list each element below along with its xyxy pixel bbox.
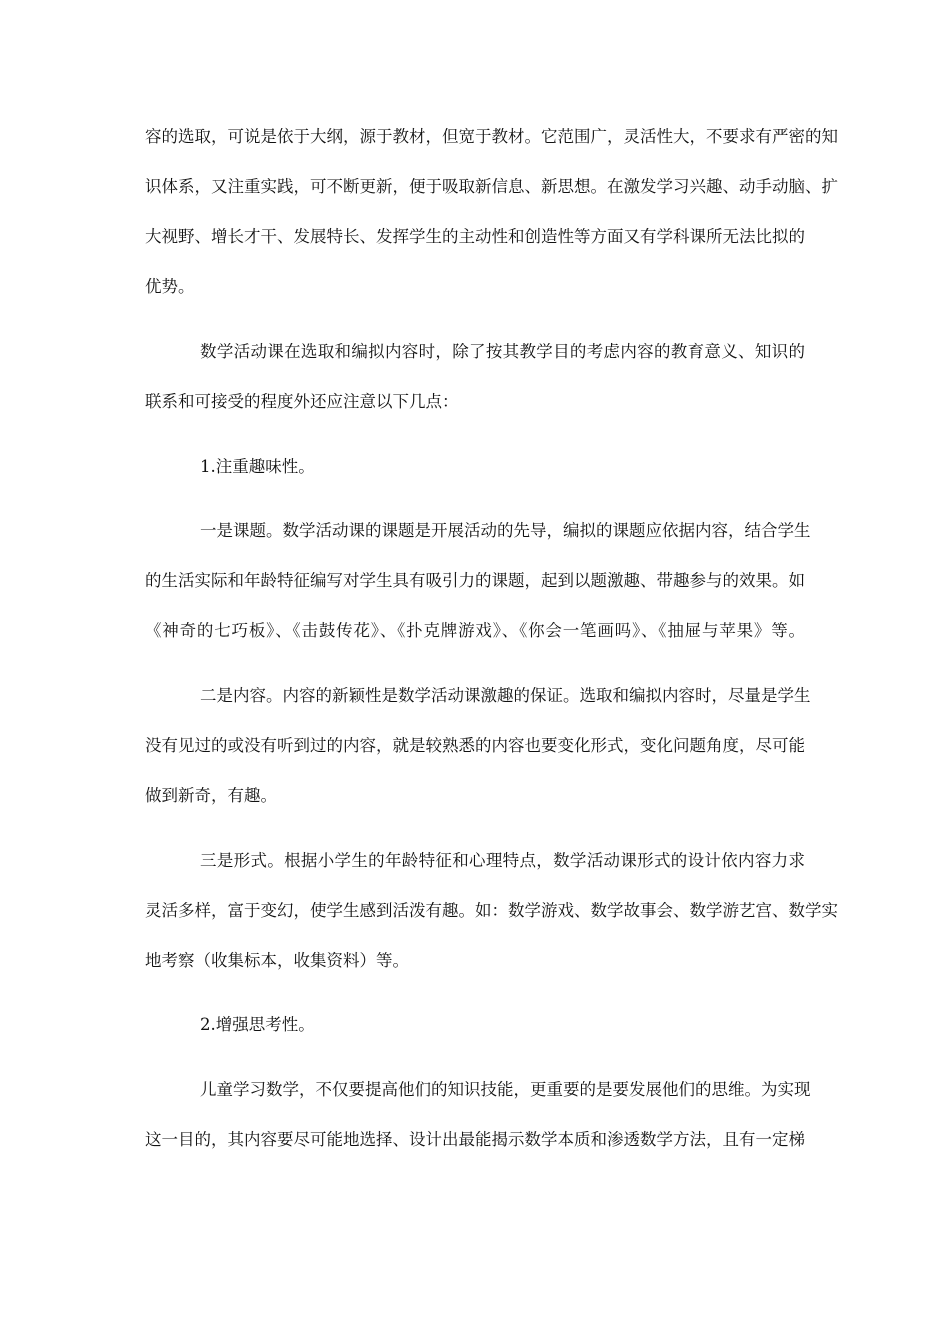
- paragraph-content-line-2: 没有见过的或没有听到过的内容，就是较熟悉的内容也要变化形式，变化问题角度，尽可能: [145, 736, 805, 755]
- paragraph-content-line-1: 二是内容。内容的新颖性是数学活动课激趣的保证。选取和编拟内容时，尽量是学生: [200, 686, 811, 705]
- paragraph-content-line-3: 做到新奇，有趣。: [145, 786, 277, 805]
- paragraph-form-line-1: 三是形式。根据小学生的年龄特征和心理特点，数学活动课形式的设计依内容力求: [200, 851, 805, 870]
- section-heading-1: 1.注重趣味性。: [200, 457, 315, 476]
- paragraph-intro-line-3: 大视野、增长才干、发展特长、发挥学生的主动性和创造性等方面又有学科课所无法比拟的: [145, 227, 805, 246]
- section-heading-2: 2.增强思考性。: [200, 1015, 315, 1034]
- paragraph-form-line-2: 灵活多样，富于变幻，使学生感到活泼有趣。如：数学游戏、数学故事会、数学游艺宫、数学实: [145, 901, 838, 920]
- paragraph-topic-line-3: 《神奇的七巧板》、《击鼓传花》、《扑克牌游戏》、《你会一笔画吗》、《抽屉与苹果》等。: [145, 621, 805, 640]
- paragraph-thinking-line-2: 这一目的，其内容要尽可能地选择、设计出最能揭示数学本质和渗透数学方法，且有一定梯: [145, 1130, 805, 1149]
- paragraph-topic-line-1: 一是课题。数学活动课的课题是开展活动的先导，编拟的课题应依据内容，结合学生: [200, 521, 811, 540]
- paragraph-attention-line-2: 联系和可接受的程度外还应注意以下几点：: [145, 392, 459, 411]
- paragraph-attention-line-1: 数学活动课在选取和编拟内容时，除了按其教学目的考虑内容的教育意义、知识的: [200, 342, 805, 361]
- paragraph-intro-line-2: 识体系，又注重实践，可不断更新，便于吸取新信息、新思想。在激发学习兴趣、动手动脑、扩: [145, 177, 838, 196]
- paragraph-thinking-line-1: 儿童学习数学，不仅要提高他们的知识技能，更重要的是要发展他们的思维。为实现: [200, 1080, 811, 1099]
- paragraph-form-line-3: 地考察（收集标本，收集资料）等。: [145, 951, 409, 970]
- paragraph-intro-line-1: 容的选取，可说是依于大纲，源于教材，但宽于教材。它范围广，灵活性大，不要求有严密的知: [145, 127, 838, 146]
- paragraph-topic-line-2: 的生活实际和年龄特征编写对学生具有吸引力的课题，起到以题激趣、带趣参与的效果。如: [145, 571, 805, 590]
- paragraph-intro-line-4: 优势。: [145, 277, 195, 296]
